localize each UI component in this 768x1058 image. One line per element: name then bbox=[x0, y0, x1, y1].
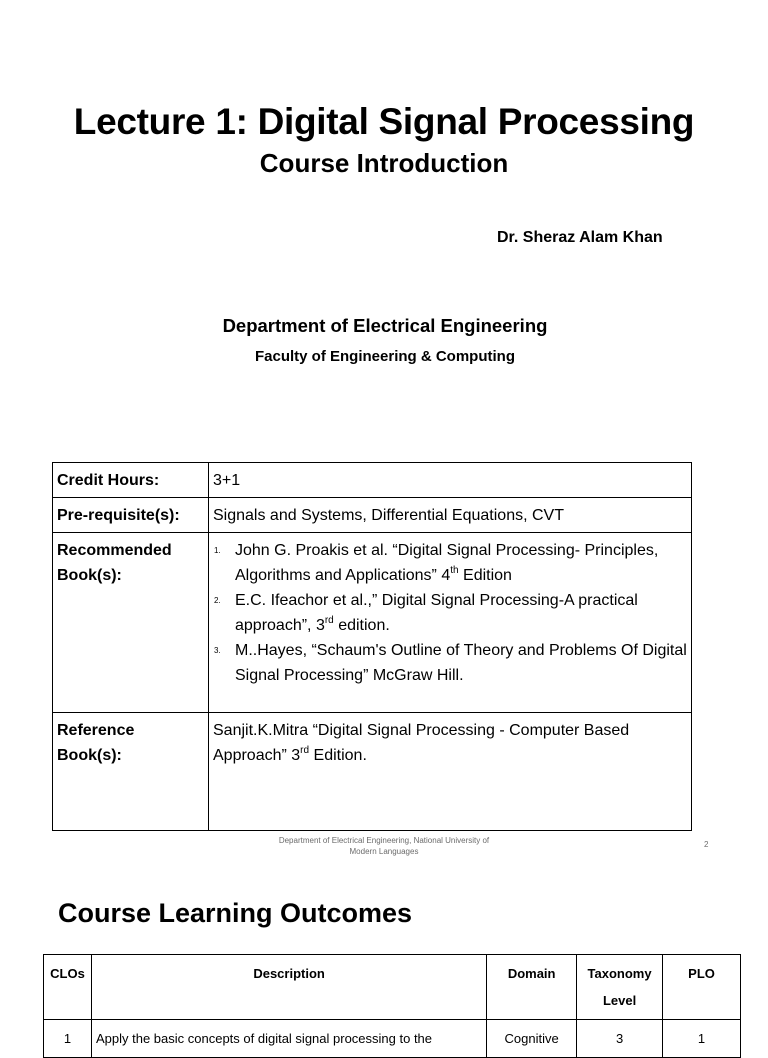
author-name: Dr. Sheraz Alam Khan bbox=[497, 229, 663, 246]
col-header-description: Description bbox=[91, 955, 486, 1020]
reference-label-line2: Book(s): bbox=[57, 747, 122, 764]
book-text: John G. Proakis et al. “Digital Signal Processing- Principles, Algorithms and Applications” 4 bbox=[235, 542, 659, 584]
credit-hours-row bbox=[53, 463, 692, 498]
recommended-books-label bbox=[53, 533, 209, 713]
lecture-title: Lecture 1: Digital Signal Processing bbox=[73, 101, 695, 142]
page-number: 2 bbox=[704, 840, 709, 849]
list-number: 2. bbox=[214, 596, 221, 605]
credit-hours-value: 3+1 bbox=[209, 463, 692, 498]
clo-row bbox=[44, 1020, 741, 1058]
recommended-book-item bbox=[213, 588, 687, 638]
recommended-books-list-cell bbox=[209, 533, 692, 713]
recommended-books-row bbox=[53, 533, 692, 713]
recommended-book-item bbox=[213, 638, 687, 688]
credit-hours-label: Credit Hours: bbox=[53, 463, 209, 498]
list-number: 1. bbox=[214, 546, 221, 555]
reference-text: Sanjit.K.Mitra “Digital Signal Processing - Computer Based Approach” 3 bbox=[213, 722, 630, 764]
clo-header-row bbox=[44, 955, 741, 1020]
prerequisite-row bbox=[53, 498, 692, 533]
reference-label-line1: Reference bbox=[57, 722, 135, 739]
prerequisite-value: Signals and Systems, Differential Equations, CVT bbox=[209, 498, 692, 533]
superscript: rd bbox=[324, 614, 334, 626]
slide-footer bbox=[262, 835, 506, 857]
col-header-clos: CLOs bbox=[44, 955, 92, 1020]
lecture-subtitle: Course Introduction bbox=[259, 148, 509, 178]
prerequisite-label: Pre-requisite(s): bbox=[53, 498, 209, 533]
reference-books-value bbox=[209, 713, 692, 831]
clo-plo: 1 bbox=[663, 1020, 741, 1058]
book-text-end: edition. bbox=[333, 617, 390, 634]
col-header-domain: Domain bbox=[487, 955, 577, 1020]
clo-table bbox=[43, 954, 741, 1058]
clo-heading: Course Learning Outcomes bbox=[58, 898, 413, 928]
col-header-taxonomy-level: Taxonomy Level bbox=[577, 955, 663, 1020]
reference-books-label bbox=[53, 713, 209, 831]
department-name: Department of Electrical Engineering bbox=[222, 315, 548, 336]
superscript: th bbox=[450, 564, 459, 576]
clo-number: 1 bbox=[44, 1020, 92, 1058]
recommended-label-line2: Book(s): bbox=[57, 567, 122, 584]
recommended-books-list bbox=[213, 538, 687, 688]
footer-line2: Modern Languages bbox=[349, 847, 419, 856]
footer-line1: Department of Electrical Engineering, National University of bbox=[278, 836, 490, 845]
reference-text-end: Edition. bbox=[309, 747, 367, 764]
recommended-book-item bbox=[213, 538, 687, 588]
clo-taxonomy: 3 bbox=[577, 1020, 663, 1058]
slide-course-learning-outcomes bbox=[0, 870, 768, 1046]
course-info-table bbox=[52, 462, 692, 831]
superscript: rd bbox=[300, 744, 310, 756]
faculty-name: Faculty of Engineering & Computing bbox=[255, 348, 515, 365]
recommended-label-line1: Recommended bbox=[57, 542, 172, 559]
book-text: E.C. Ifeachor et al.,” Digital Signal Processing-A practical approach”, 3 bbox=[235, 592, 638, 634]
book-text-end: Edition bbox=[458, 567, 512, 584]
list-number: 3. bbox=[214, 646, 221, 655]
clo-description: Apply the basic concepts of digital signal processing to the bbox=[91, 1020, 486, 1058]
clo-domain: Cognitive bbox=[487, 1020, 577, 1058]
col-header-plo: PLO bbox=[663, 955, 741, 1020]
book-text: M..Hayes, “Schaum's Outline of Theory and Problems Of Digital Signal Processing” McGraw Hill. bbox=[235, 642, 687, 684]
reference-books-row bbox=[53, 713, 692, 831]
